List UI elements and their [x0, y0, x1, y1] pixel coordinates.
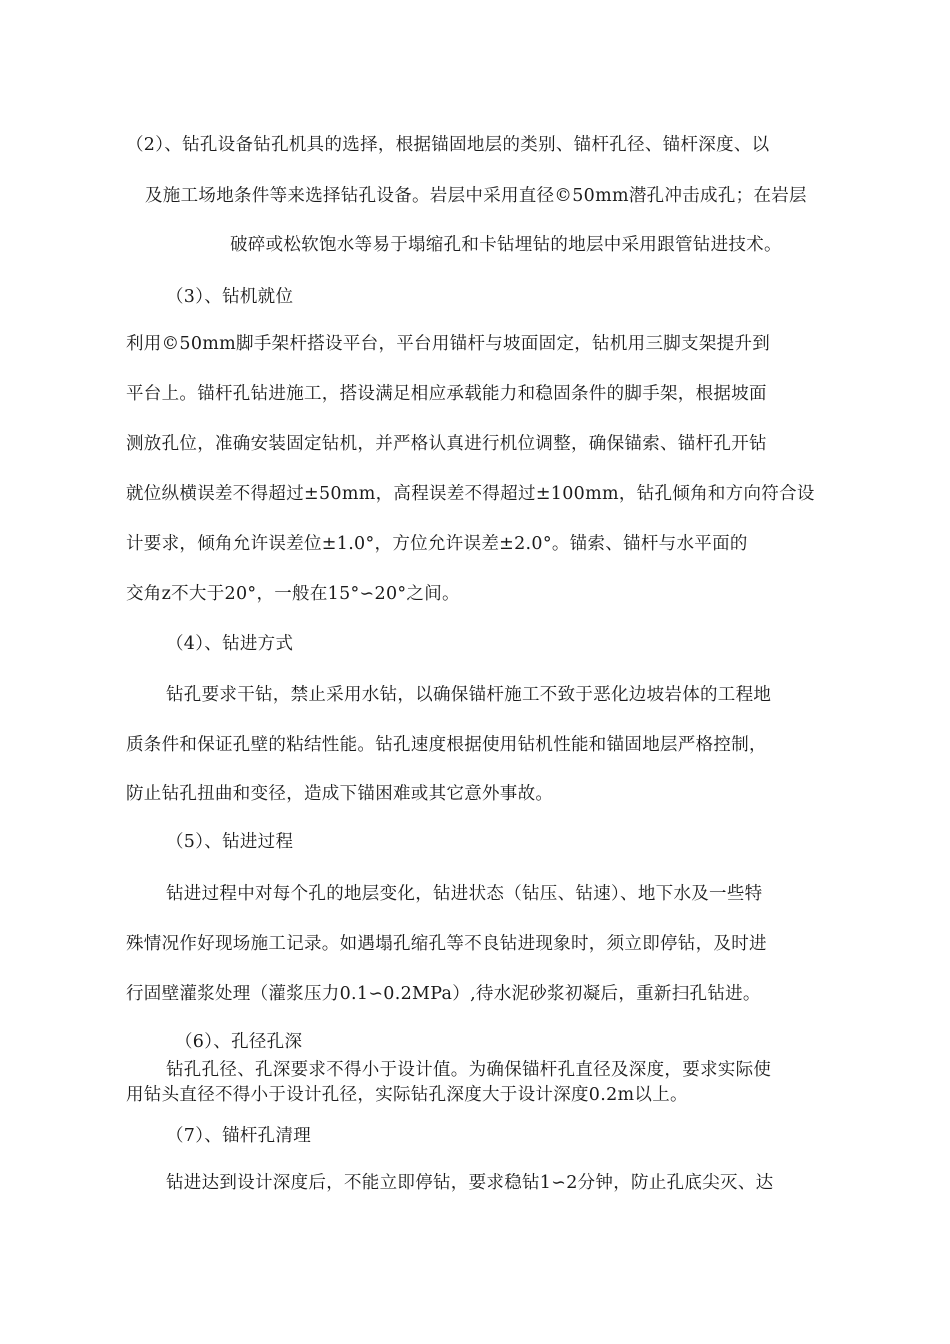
section-heading: （4）、钻进方式 [166, 634, 294, 654]
section-heading: （3）、钻机就位 [166, 287, 294, 307]
paragraph-line: （2）、钻孔设备钻孔机具的选择，根据锚固地层的类别、锚杆孔径、锚杆深度、以 [126, 135, 770, 155]
paragraph-line: 平台上。锚杆孔钻进施工，搭设满足相应承载能力和稳固条件的脚手架，根据坡面 [126, 384, 767, 404]
paragraph-line: 及施工场地条件等来选择钻孔设备。岩层中采用直径©50mm潜孔冲击成孔；在岩层 [145, 186, 807, 206]
paragraph-line: 破碎或松软饱水等易于塌缩孔和卡钻埋钻的地层中采用跟管钻进技术。 [230, 235, 782, 255]
paragraph-line: 交角z不大于20°，一般在15°∽20°之间。 [126, 584, 460, 604]
paragraph-line: 利用©50mm脚手架杆搭设平台，平台用锚杆与坡面固定，钻机用三脚支架提升到 [126, 334, 771, 354]
paragraph-line: 行固壁灌浆处理（灌浆压力0.1∽0.2MPa）,待水泥砂浆初凝后，重新扫孔钻进。 [126, 984, 761, 1004]
paragraph-line: 测放孔位，准确安装固定钻机，并严格认真进行机位调整，确保锚索、锚杆孔开钻 [126, 434, 767, 454]
paragraph-line: 计要求，倾角允许误差位±1.0°，方位允许误差±2.0°。锚索、锚杆与水平面的 [126, 534, 748, 554]
paragraph-line: 防止钻孔扭曲和变径，造成下锚困难或其它意外事故。 [126, 784, 554, 804]
section-heading: （6）、孔径孔深 [175, 1032, 303, 1052]
section-heading: （7）、锚杆孔清理 [166, 1126, 312, 1146]
paragraph-line: 钻进达到设计深度后，不能立即停钻，要求稳钻1∽2分钟，防止孔底尖灭、达 [166, 1173, 774, 1193]
paragraph-line: 钻进过程中对每个孔的地层变化，钻进状态（钻压、钻速）、地下水及一些特 [166, 884, 763, 904]
paragraph-line: 殊情况作好现场施工记录。如遇塌孔缩孔等不良钻进现象时，须立即停钻，及时进 [126, 934, 767, 954]
paragraph-line: 钻孔要求干钻，禁止采用水钻，以确保锚杆施工不致于恶化边坡岩体的工程地 [166, 685, 772, 705]
paragraph-line: 钻孔孔径、孔深要求不得小于设计值。为确保锚杆孔直径及深度，要求实际使 [166, 1060, 772, 1080]
paragraph-line: 就位纵横误差不得超过±50mm，高程误差不得超过±100mm，钻孔倾角和方向符合设 [126, 484, 815, 504]
paragraph-line: 用钻头直径不得小于设计孔径，实际钻孔深度大于设计深度0.2m以上。 [126, 1085, 688, 1105]
paragraph-line: 质条件和保证孔壁的粘结性能。钻孔速度根据使用钻机性能和锚固地层严格控制， [126, 735, 767, 755]
section-heading: （5）、钻进过程 [166, 832, 294, 852]
